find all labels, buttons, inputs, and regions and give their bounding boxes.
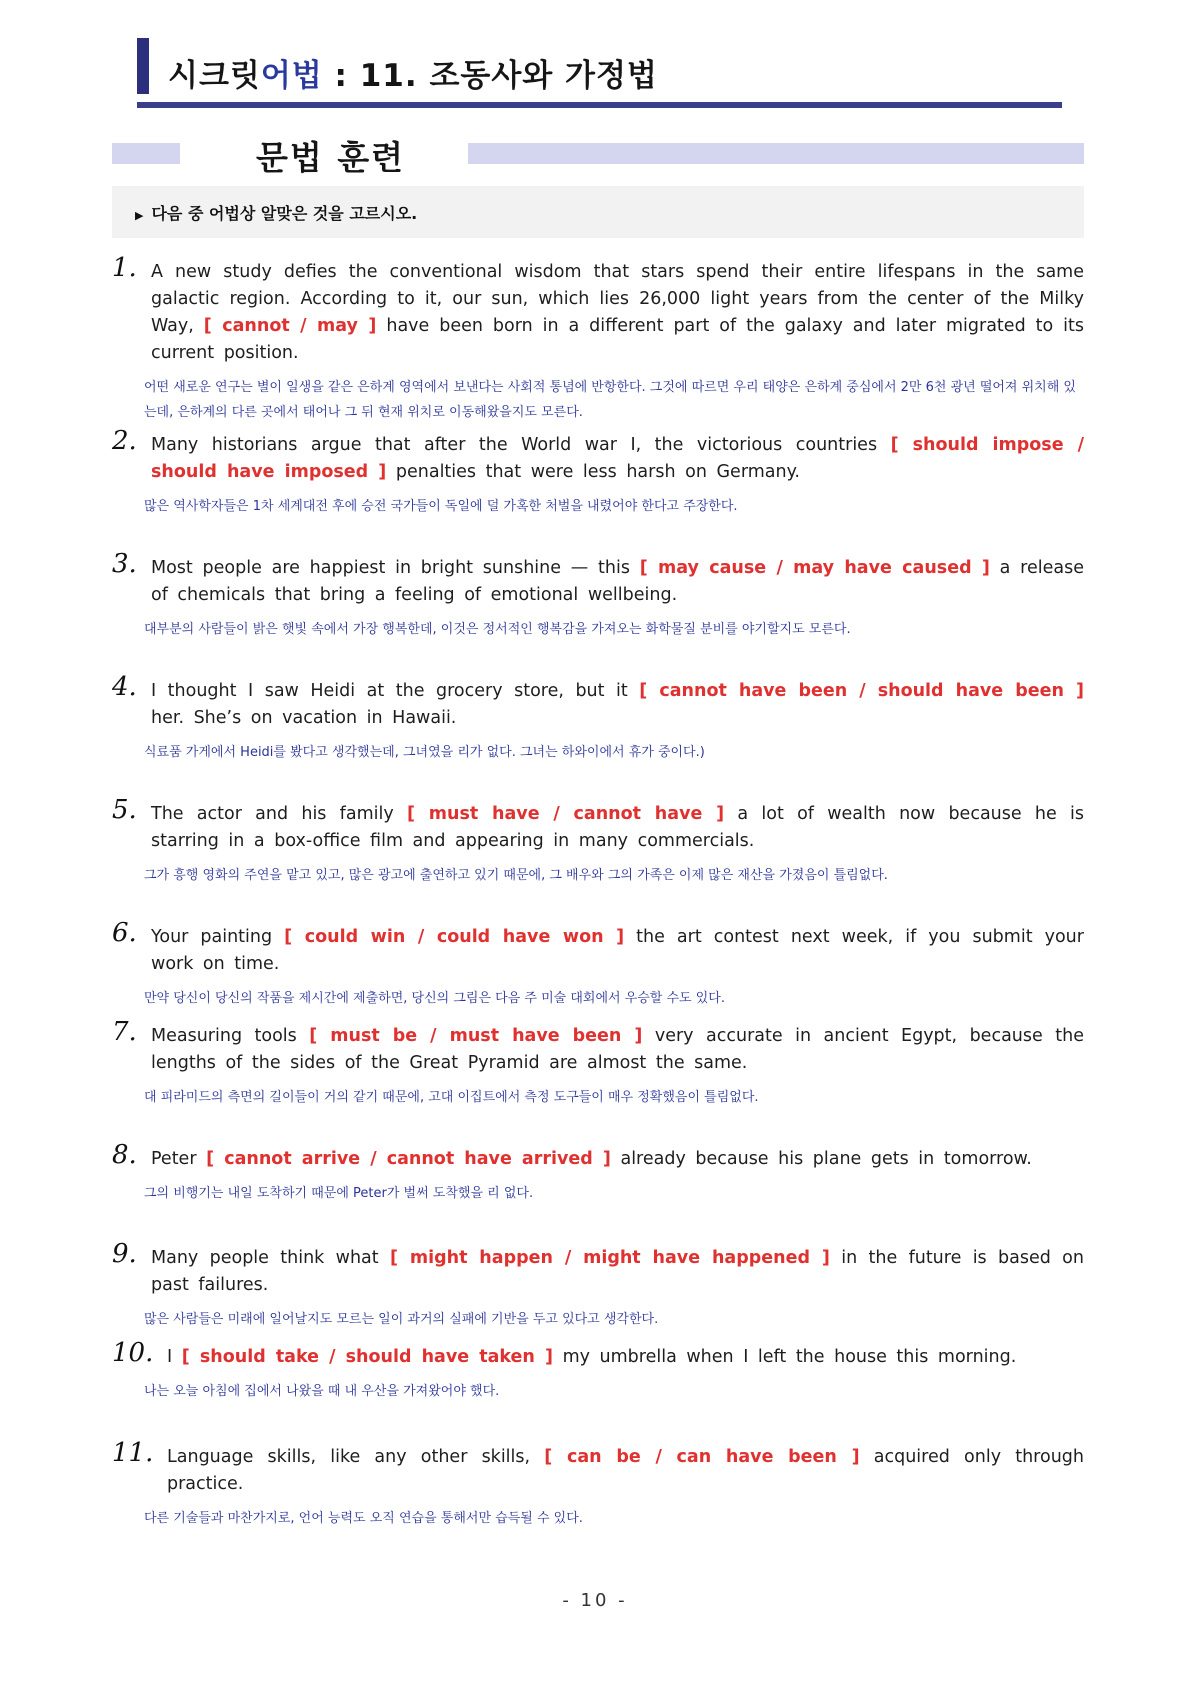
- question-number: 6.: [112, 918, 137, 948]
- section-band-right: [468, 143, 1084, 164]
- title-accent-bar: [137, 38, 149, 94]
- question-text: Your painting [ could win / could have won ] the art contest next week, if you submit your work on time.: [151, 927, 1084, 974]
- korean-translation: 다른 기술들과 마찬가지로, 언어 능력도 오직 연습을 통해서만 습득될 수 있다.: [144, 1511, 583, 1526]
- answer-choice[interactable]: [ may cause / may have caused ]: [639, 558, 990, 578]
- title-prefix: 시크릿: [168, 58, 261, 94]
- instruction-text: 다음 중 어법상 알맞은 것을 고르시오.: [151, 204, 418, 223]
- question-item: [112, 253, 1084, 425]
- question-item: [112, 1438, 1084, 1531]
- question-text: A new study defies the conventional wisdom that stars spend their entire lifespans in the same galactic region. According to it, our sun, which lies 26,000 light years from the center of the Milky Way, [ cannot / may ] have been born in a different part of the galaxy and later migrated to its current position.: [151, 262, 1084, 363]
- korean-translation: 나는 오늘 아침에 집에서 나왔을 때 내 우산을 가져왔어야 했다.: [144, 1384, 500, 1399]
- korean-translation: 대부분의 사람들이 밝은 햇빛 속에서 가장 행복한데, 이것은 정서적인 행복감을 가져오는 화학물질 분비를 야기할지도 모른다.: [144, 622, 851, 637]
- triangle-bullet-icon: ▶: [135, 209, 144, 222]
- question-text: I thought I saw Heidi at the grocery store, but it [ cannot have been / should have been ] her. She’s on vacation in Hawaii.: [151, 681, 1085, 728]
- question-number: 5.: [112, 795, 137, 825]
- korean-translation: 그가 흥행 영화의 주연을 맡고 있고, 많은 광고에 출연하고 있기 때문에, 그 배우와 그의 가족은 이제 많은 재산을 가졌음이 틀림없다.: [144, 868, 888, 883]
- question-number: 4.: [112, 672, 137, 702]
- answer-choice[interactable]: [ should impose / should have imposed ]: [151, 435, 1084, 482]
- korean-translation: 대 피라미드의 측면의 길이들이 거의 같기 때문에, 고대 이집트에서 측정 도구들이 매우 정확했음이 틀림없다.: [144, 1090, 759, 1105]
- question-number: 1.: [112, 253, 137, 283]
- title-underline: [137, 102, 1062, 108]
- korean-translation: 식료품 가게에서 Heidi를 봤다고 생각했는데, 그녀였을 리가 없다. 그녀는 하와이에서 휴가 중이다.): [144, 745, 705, 760]
- korean-translation: 많은 사람들은 미래에 일어날지도 모르는 일이 과거의 실패에 기반을 두고 있다고 생각한다.: [144, 1312, 659, 1327]
- answer-choice[interactable]: [ must have / cannot have ]: [406, 804, 725, 824]
- title-suffix: : 11. 조동사와 가정법: [322, 58, 658, 94]
- answer-choice[interactable]: [ can be / can have been ]: [544, 1447, 860, 1467]
- instruction: [135, 201, 417, 224]
- question-number: 9.: [112, 1239, 137, 1269]
- question-number: 11.: [112, 1438, 154, 1468]
- korean-translation: 어떤 새로운 연구는 별이 일생을 같은 은하계 영역에서 보낸다는 사회적 통념에 반항한다. 그것에 따르면 우리 태양은 은하계 중심에서 2만 6천 광년 떨어져 위치해 있는데, 은하계의 다른 곳에서 태어나 그 뒤 현재 위치로 이동해왔을지도 모른다.: [144, 380, 1076, 420]
- answer-choice[interactable]: [ cannot arrive / cannot have arrived ]: [206, 1149, 611, 1169]
- page-number: - 10 -: [562, 1590, 628, 1611]
- answer-choice[interactable]: [ should take / should have taken ]: [181, 1347, 553, 1367]
- question-item: [112, 1140, 1084, 1206]
- section-title: 문법 훈련: [256, 138, 406, 177]
- question-item: [112, 1239, 1084, 1332]
- page-title: [168, 50, 658, 95]
- question-text: Language skills, like any other skills, [ can be / can have been ] acquired only through practice.: [167, 1447, 1084, 1494]
- question-number: 3.: [112, 549, 137, 579]
- title-accent-word: 어법: [260, 58, 323, 94]
- question-item: [112, 795, 1084, 888]
- answer-choice[interactable]: [ must be / must have been ]: [309, 1026, 643, 1046]
- question-item: [112, 426, 1084, 519]
- question-text: Many people think what [ might happen / might have happened ] in the future is based on past failures.: [151, 1248, 1084, 1295]
- section-band-left: [112, 143, 180, 164]
- question-text: Measuring tools [ must be / must have been ] very accurate in ancient Egypt, because the lengths of the sides of the Great Pyramid are almost the same.: [151, 1026, 1084, 1073]
- question-number: 2.: [112, 426, 137, 456]
- question-item: [112, 918, 1084, 1011]
- question-item: [112, 549, 1084, 642]
- question-text: I [ should take / should have taken ] my umbrella when I left the house this morning.: [167, 1347, 1017, 1367]
- question-number: 10.: [112, 1338, 154, 1368]
- question-number: 8.: [112, 1140, 137, 1170]
- question-text: Most people are happiest in bright sunshine — this [ may cause / may have caused ] a release of chemicals that bring a feeling of emotional wellbeing.: [151, 558, 1084, 605]
- question-item: [112, 672, 1085, 765]
- korean-translation: 만약 당신이 당신의 작품을 제시간에 제출하면, 당신의 그림은 다음 주 미술 대회에서 우승할 수도 있다.: [144, 991, 725, 1006]
- answer-choice[interactable]: [ could win / could have won ]: [284, 927, 625, 947]
- question-item: [112, 1338, 1084, 1404]
- korean-translation: 그의 비행기는 내일 도착하기 때문에 Peter가 벌써 도착했을 리 없다.: [144, 1186, 534, 1201]
- question-number: 7.: [112, 1017, 137, 1047]
- korean-translation: 많은 역사학자들은 1차 세계대전 후에 승전 국가들이 독일에 덜 가혹한 처벌을 내렸어야 한다고 주장한다.: [144, 499, 738, 514]
- question-item: [112, 1017, 1084, 1110]
- answer-choice[interactable]: [ might happen / might have happened ]: [389, 1248, 830, 1268]
- question-text: Many historians argue that after the World war I, the victorious countries [ should impose / should have imposed ] penalties that were less harsh on Germany.: [151, 435, 1084, 482]
- answer-choice[interactable]: [ cannot have been / should have been ]: [639, 681, 1085, 701]
- answer-choice[interactable]: [ cannot / may ]: [203, 316, 377, 336]
- question-text: The actor and his family [ must have / cannot have ] a lot of wealth now because he is starring in a box-office film and appearing in many commercials.: [151, 804, 1084, 851]
- question-text: Peter [ cannot arrive / cannot have arrived ] already because his plane gets in tomorrow.: [151, 1149, 1032, 1169]
